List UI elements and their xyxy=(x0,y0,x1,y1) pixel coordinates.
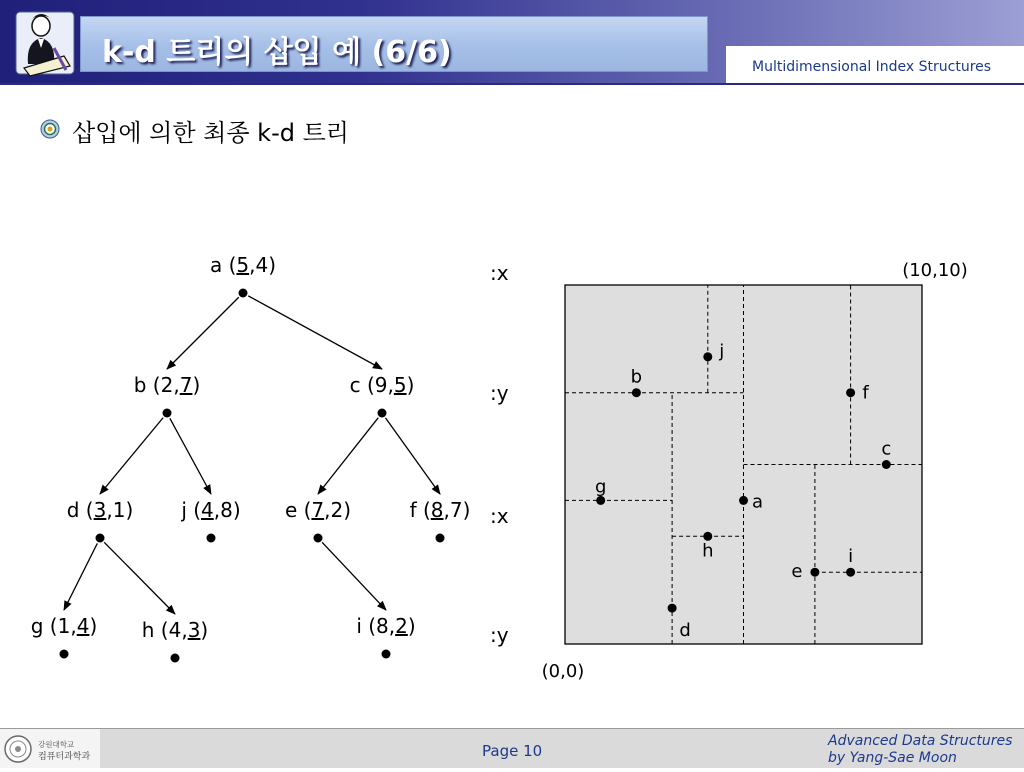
point-g-label: g xyxy=(594,476,607,498)
tree-node-a-label: a (5,4) xyxy=(209,253,277,277)
tree-node-d-label: d (3,1) xyxy=(66,498,134,522)
point-f xyxy=(846,388,855,397)
point-f-label: f xyxy=(862,382,869,404)
header-subtitle: Multidimensional Index Structures xyxy=(752,59,992,75)
tree-node-i-dot xyxy=(382,650,391,659)
tree-node-a-dot xyxy=(239,289,248,298)
bullet-text: 삽입에 의한 최종 k-d 트리 xyxy=(72,119,349,147)
tree-node-f-label: f (8,7) xyxy=(409,498,471,522)
tree-node-h-dot xyxy=(171,654,180,663)
logo-department-name: 컴퓨터과학과 xyxy=(38,752,91,762)
point-h-label: h xyxy=(702,540,714,562)
point-c-label: c xyxy=(881,438,892,460)
partition-space xyxy=(542,260,968,682)
tree-node-g-label: g (1,4) xyxy=(30,614,98,638)
tree-edge-b-j xyxy=(170,418,211,494)
tree-node-c-label: c (9,5) xyxy=(349,373,415,397)
point-d xyxy=(668,604,677,613)
level-label-2: :y xyxy=(490,381,509,405)
tree-node-i-label: i (8,2) xyxy=(356,614,416,638)
point-j-label: j xyxy=(719,340,725,362)
tree-node-e-label: e (7,2) xyxy=(284,498,352,522)
course-author: by Yang-Sae Moon xyxy=(828,750,957,766)
tree-node-g-dot xyxy=(60,650,69,659)
point-e xyxy=(810,568,819,577)
tree-edge-d-h xyxy=(104,542,175,614)
corner-min-label: (0,0) xyxy=(541,661,585,682)
tree-node-e-dot xyxy=(314,534,323,543)
tree-edge-a-c xyxy=(248,296,382,369)
point-i xyxy=(846,568,855,577)
course-title: Advanced Data Structures xyxy=(828,733,1013,749)
page-number: Page 10 xyxy=(482,742,543,760)
point-a-label: a xyxy=(751,491,764,513)
university-logo xyxy=(0,729,100,768)
point-c xyxy=(882,460,891,469)
tree-edge-a-b xyxy=(167,297,239,369)
tree-edge-c-f xyxy=(385,418,440,494)
tree-edge-d-g xyxy=(64,543,97,610)
tree-node-c-dot xyxy=(378,409,387,418)
level-label-1: :x xyxy=(490,261,509,285)
tree-node-b-label: b (2,7) xyxy=(133,373,201,397)
point-j xyxy=(703,352,712,361)
level-label-4: :y xyxy=(490,623,509,647)
tree-node-b-dot xyxy=(163,409,172,418)
point-a xyxy=(739,496,748,505)
point-d-label: d xyxy=(679,620,691,642)
kd-tree xyxy=(31,253,509,663)
tree-node-h-label: h (4,3) xyxy=(141,618,209,642)
tree-edge-b-d xyxy=(100,418,163,494)
logo-university-name: 강원대학교 xyxy=(38,740,75,749)
point-b-label: b xyxy=(630,366,643,388)
point-b xyxy=(632,388,641,397)
page-title: k-d 트리의 삽입 예 (6/6) xyxy=(102,35,452,70)
tree-edge-e-i xyxy=(322,542,386,610)
corner-max-label: (10,10) xyxy=(902,260,968,281)
level-label-3: :x xyxy=(490,504,509,528)
footer-divider xyxy=(0,728,1024,729)
tree-edge-c-e xyxy=(318,418,378,494)
tree-node-d-dot xyxy=(96,534,105,543)
tree-node-f-dot xyxy=(436,534,445,543)
point-i-label: i xyxy=(848,546,854,568)
tree-node-j-dot xyxy=(207,534,216,543)
point-e-label: e xyxy=(791,561,803,583)
tree-node-j-label: j (4,8) xyxy=(181,498,241,522)
